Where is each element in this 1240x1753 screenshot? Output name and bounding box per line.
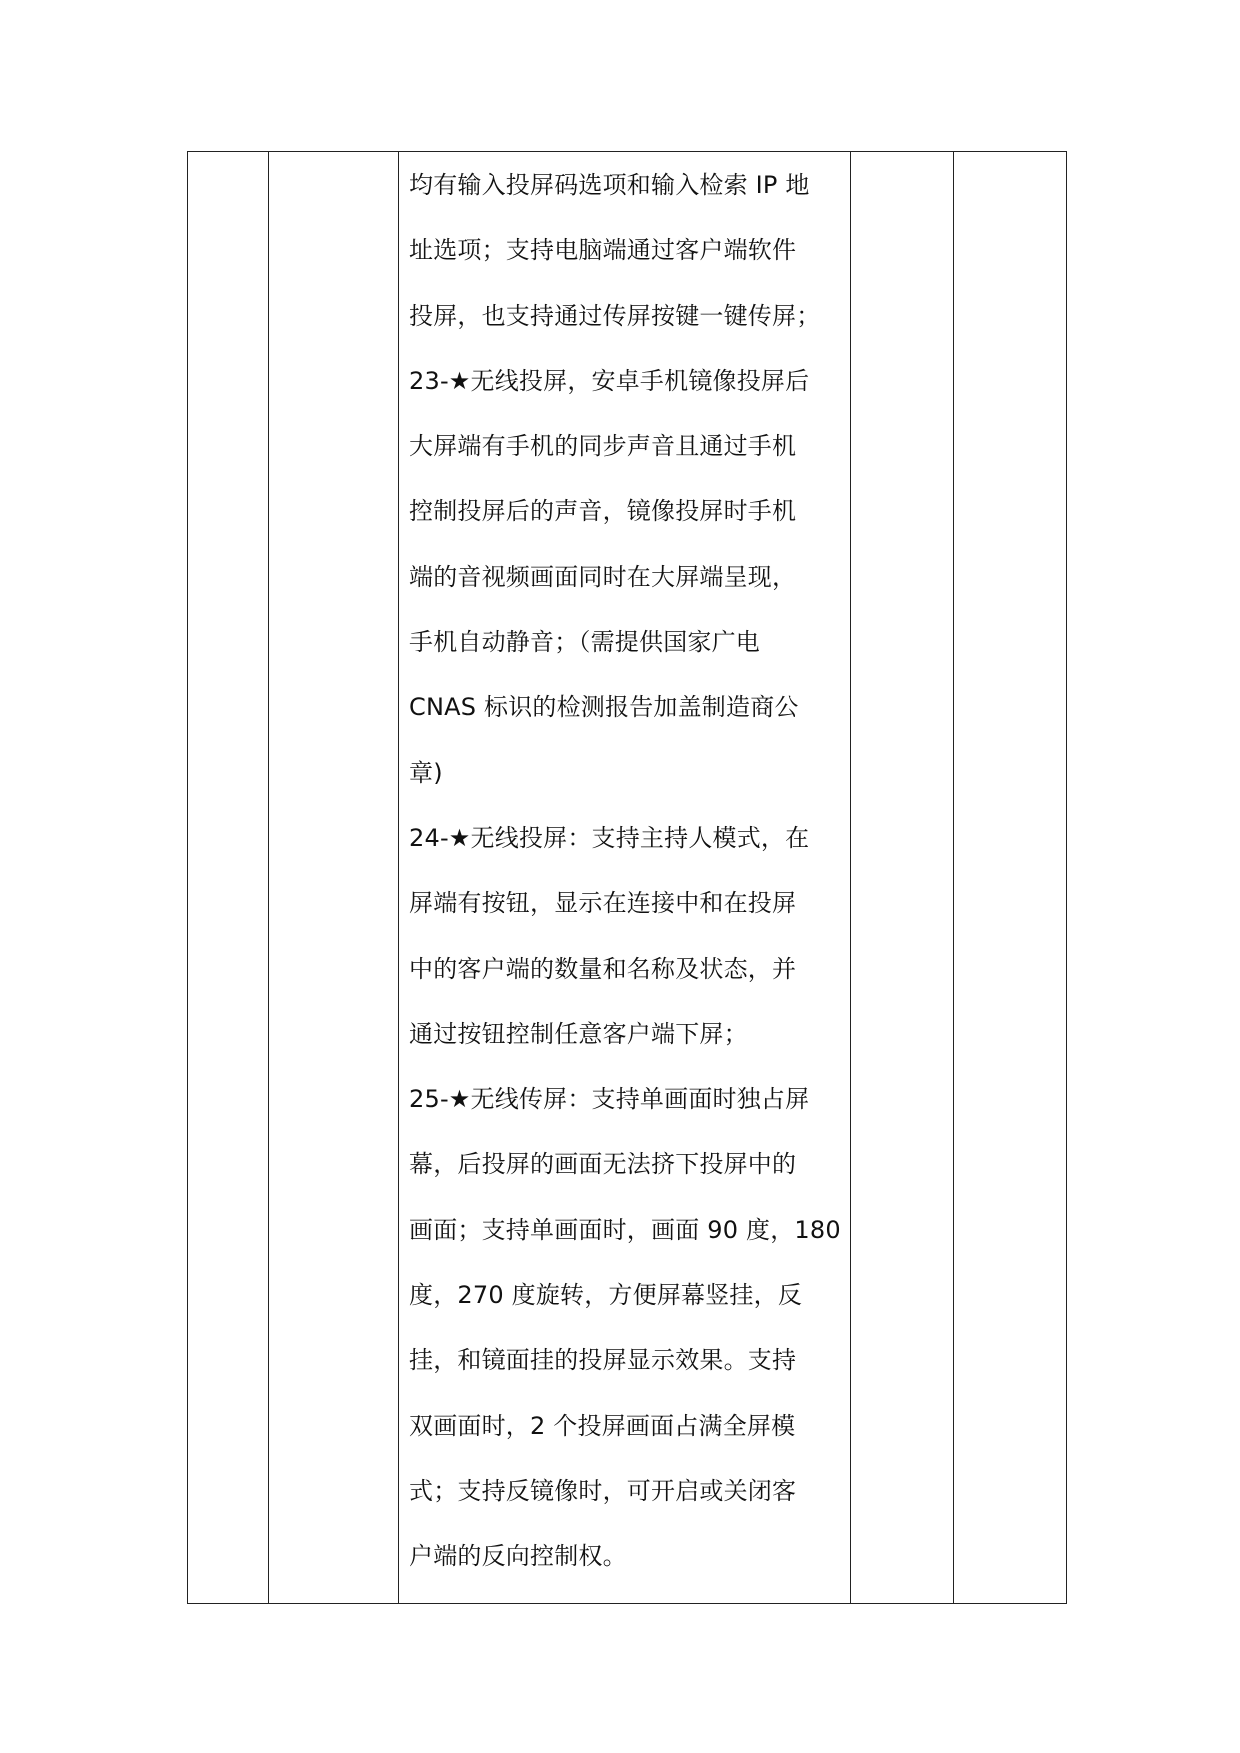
table-cell-item — [269, 152, 399, 1604]
requirement-line: 户端的反向控制权。 — [409, 1542, 627, 1571]
requirement-line: 控制投屏后的声音，镜像投屏时手机 — [409, 497, 797, 526]
requirement-line: 投屏，也支持通过传屏按键一键传屏； — [409, 301, 821, 330]
table-cell-requirements — [399, 152, 851, 1604]
requirement-line: 均有输入投屏码选项和输入检索 IP 地 — [409, 171, 810, 199]
requirement-line: 25-★无线传屏：支持单画面时独占屏 — [409, 1085, 810, 1114]
requirement-line: CNAS 标识的检测报告加盖制造商公 — [409, 693, 799, 722]
table-cell-index — [188, 152, 269, 1604]
requirement-line: 通过按钮控制任意客户端下屏； — [409, 1019, 748, 1048]
table-row — [188, 152, 1067, 1604]
requirement-line: 章) — [409, 758, 443, 787]
requirement-line: 挂，和镜面挂的投屏显示效果。支持 — [409, 1346, 797, 1375]
requirement-line: 大屏端有手机的同步声音且通过手机 — [409, 432, 797, 461]
requirement-line: 端的音视频画面同时在大屏端呈现， — [409, 562, 797, 591]
table-cell-remark — [954, 152, 1067, 1604]
requirement-line: 中的客户端的数量和名称及状态，并 — [409, 954, 797, 983]
requirement-line: 双画面时，2 个投屏画面占满全屏模 — [409, 1411, 796, 1440]
requirement-line: 度，270 度旋转，方便屏幕竖挂，反 — [409, 1281, 803, 1310]
requirement-line: 手机自动静音；（需提供国家广电 — [409, 628, 760, 657]
requirement-line: 画面；支持单画面时，画面 90 度，180 — [409, 1215, 841, 1244]
spec-table — [187, 151, 1067, 1604]
requirement-line: 屏端有按钮，显示在连接中和在投屏 — [409, 889, 797, 918]
requirement-line: 址选项；支持电脑端通过客户端软件 — [409, 236, 797, 265]
requirement-line: 24-★无线投屏：支持主持人模式，在 — [409, 823, 810, 852]
requirement-line: 幕，后投屏的画面无法挤下投屏中的 — [409, 1150, 797, 1179]
table-cell-response — [851, 152, 954, 1604]
requirement-line: 23-★无线投屏，安卓手机镜像投屏后 — [409, 366, 810, 395]
requirement-line: 式；支持反镜像时，可开启或关闭客 — [409, 1476, 797, 1505]
